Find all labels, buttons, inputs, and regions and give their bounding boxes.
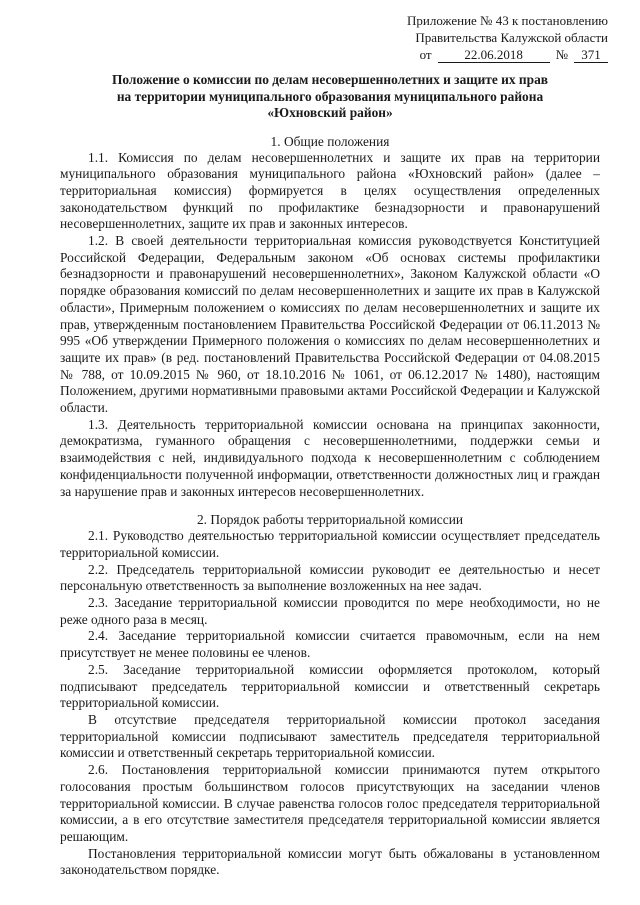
- document-body: [60, 72, 600, 879]
- paragraph-2-6: 2.6. Постановления территориальной комиссии принимаются путем открытого голосования простым большинством голосов присутствующих на заседании членов территориальной комиссии. В случае равенства голосов голос председателя территориальной комиссии, а в его отсутствие заместителя председателя территориальной комиссии является решающим.: [60, 762, 600, 844]
- title-line-3: «Юхновский район»: [267, 105, 393, 120]
- paragraph-2-1: 2.1. Руководство деятельностью территориальной комиссии осуществляет председатель территориальной комиссии.: [60, 528, 600, 560]
- paragraph-1-2: 1.2. В своей деятельности территориальная комиссия руководствуется Конституцией Российской Федерации, Федеральным законом «Об основах системы профилактики безнадзорности и правонарушений несовершеннолетних», Законом Калужской области «О порядке образования комиссий по делам несовершеннолетних и защите их прав в Калужской области», Примерным положением о комиссиях по делам несовершеннолетних и защите их прав, утвержденным постановлением Правительства Российской Федерации от 06.11.2013 № 995 «Об утверждении Примерного положения о комиссиях по делам несовершеннолетних и защите их прав» (в ред. постановлений Правительства Российской Федерации от 04.08.2015 № 788, от 10.09.2015 № 960, от 18.10.2016 № 1061, от 06.12.2017 № 1480), настоящим Положением, другими нормативными правовыми актами Российской Федерации и Калужской области.: [60, 233, 600, 416]
- paragraph-2-3: 2.3. Заседание территориальной комиссии проводится по мере необходимости, но не реже одного раза в месяц.: [60, 595, 600, 627]
- document-title: [60, 72, 600, 122]
- paragraph-2-5-continued: В отсутствие председателя территориальной комиссии протокол заседания территориальной комиссии подписывают заместитель председателя территориальной комиссии и ответственный секретарь территориальной комиссии.: [60, 712, 600, 761]
- paragraph-2-5: 2.5. Заседание территориальной комиссии оформляется протоколом, который подписывают председатель территориальной комиссии и ответственный секретарь территориальной комиссии.: [60, 661, 600, 711]
- appendix-line: Приложение № 43 к постановлению: [407, 13, 608, 28]
- section-1-heading: 1. Общие положения: [270, 133, 390, 149]
- paragraph-1-1: 1.1. Комиссия по делам несовершеннолетних и защите их прав на территории муниципального образования муниципального района «Юхновский район» (далее – территориальная комиссия) формируется в целях осуществления определенных законодательством функций по профилактике безнадзорности и правонарушений несовершеннолетних, защите их прав и законных интересов.: [60, 149, 600, 232]
- number-label: №: [555, 47, 568, 62]
- paragraph-2-4: 2.4. Заседание территориальной комиссии считается правомочным, если на нем присутствует не менее половины ее членов.: [60, 628, 600, 661]
- from-label: от: [419, 47, 432, 62]
- appendix-header: [358, 12, 608, 63]
- decree-date: 22.06.2018: [438, 47, 550, 63]
- paragraph-1-3: 1.3. Деятельность территориальной комиссии основана на принципах законности, демократизма, гуманного обращения с несовершеннолетними, поддержки семьи и взаимодействия с ней, индивидуального подхода к несовершеннолетним с соблюдением конфиденциальности полученной информации, ответственности должностных лиц и граждан за нарушение прав и законных интересов несовершеннолетних.: [60, 416, 600, 499]
- section-2-heading: 2. Порядок работы территориальной комиссии: [196, 512, 464, 528]
- paragraph-2-2: 2.2. Председатель территориальной комиссии руководит ее деятельностью и несет персональную ответственность за выполнение возложенных на нее задач.: [60, 561, 600, 594]
- decree-number: 371: [574, 47, 608, 63]
- title-line-2: на территории муниципального образования муниципального района: [116, 88, 544, 104]
- date-number-line: [358, 46, 608, 63]
- title-line-1: Положение о комиссии по делам несовершеннолетних и защите их прав: [111, 72, 548, 87]
- government-line: Правительства Калужской области: [415, 30, 608, 45]
- paragraph-2-6-continued: Постановления территориальной комиссии могут быть обжалованы в установленном законодательством порядке.: [60, 845, 600, 878]
